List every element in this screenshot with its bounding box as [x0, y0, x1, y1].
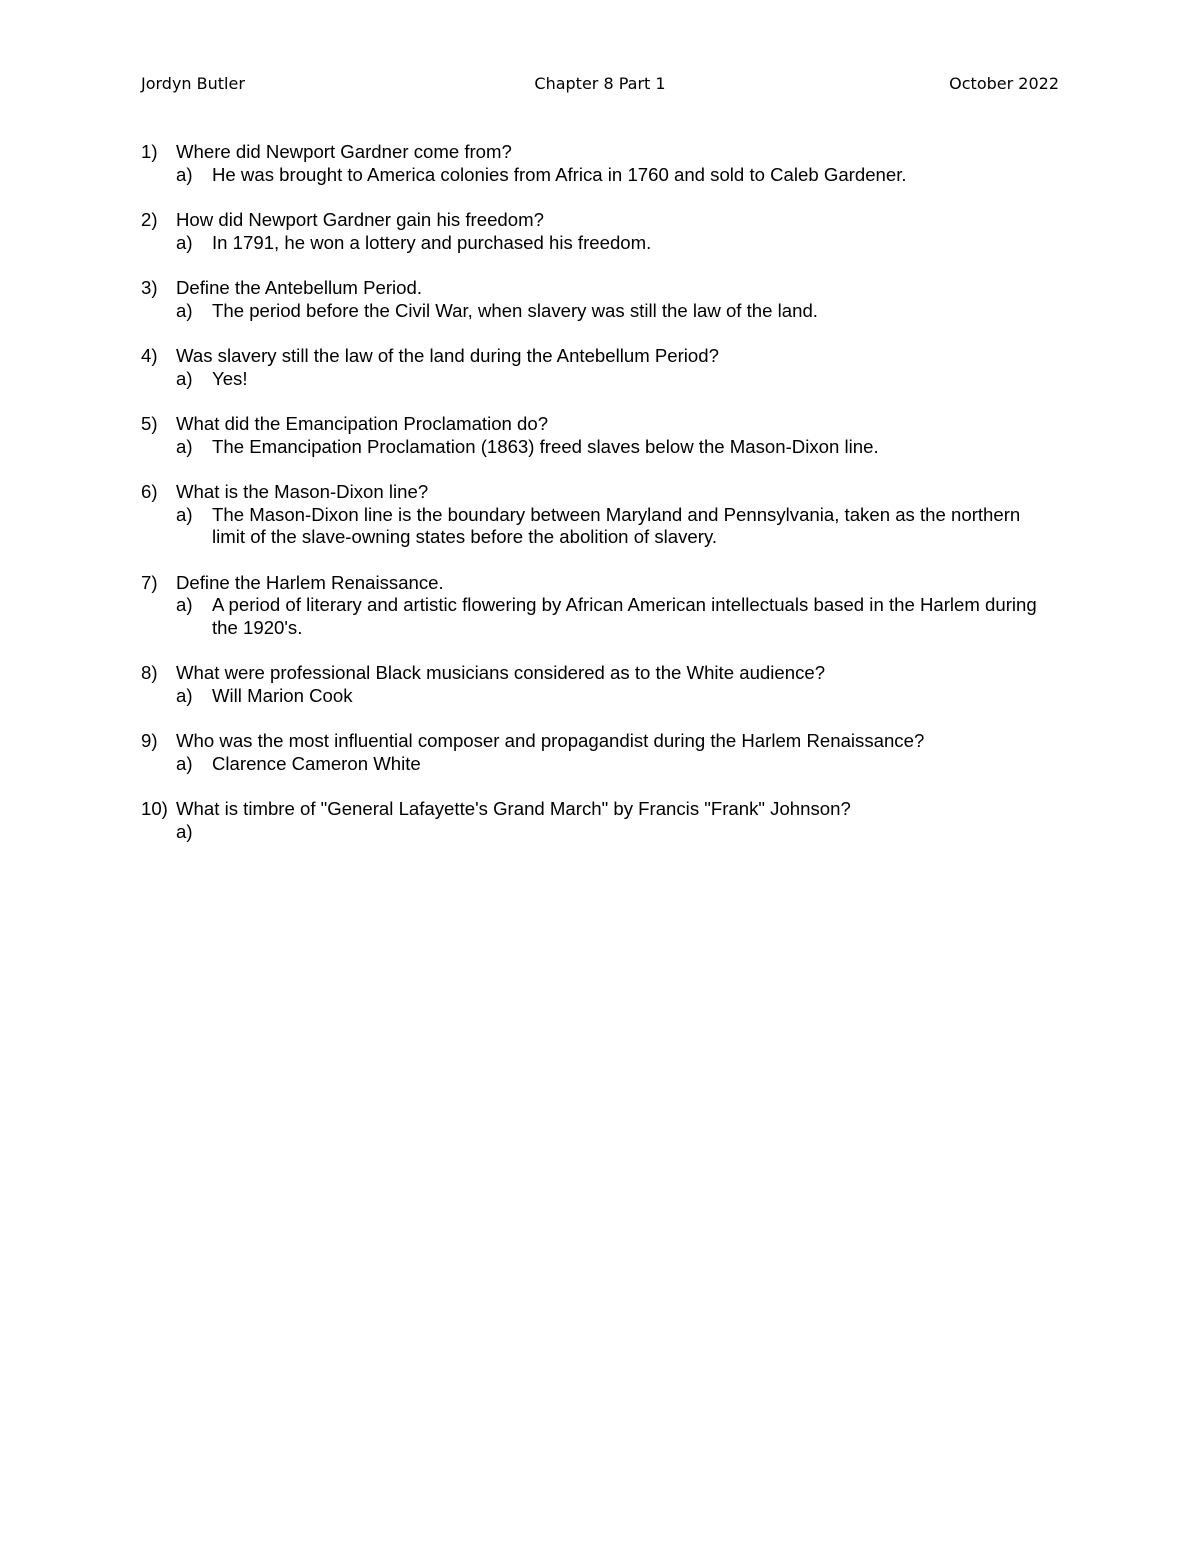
- question-item: [141, 662, 1041, 707]
- answer-text: Will Marion Cook: [212, 684, 353, 706]
- question-text: Where did Newport Gardner come from?: [176, 141, 512, 162]
- answer-item: [176, 594, 1041, 639]
- answer-item: [176, 300, 1041, 323]
- question-number: 10): [141, 798, 168, 819]
- question-item: [141, 345, 1041, 390]
- question-number: 1): [141, 141, 158, 162]
- answer-label: a): [176, 820, 193, 842]
- question-text: What did the Emancipation Proclamation do?: [176, 413, 549, 434]
- question-text: Define the Harlem Renaissance.: [176, 571, 444, 593]
- answer-text: Clarence Cameron White: [212, 752, 421, 774]
- answer-text: A period of literary and artistic flowering by African American intellectuals based in the Harlem during the 1920's.: [212, 594, 1037, 638]
- answer-label: a): [176, 684, 193, 706]
- answer-text: The period before the Civil War, when slavery was still the law of the land.: [212, 299, 818, 321]
- answer-label: a): [176, 752, 193, 774]
- answer-item: [176, 436, 1041, 459]
- question-item: [141, 209, 1041, 254]
- answer-label: a): [176, 231, 193, 253]
- question-text: Define the Antebellum Period.: [176, 277, 423, 298]
- question-number: 6): [141, 481, 158, 502]
- question-text: What is the Mason-Dixon line?: [176, 481, 429, 502]
- answer-text: The Mason-Dixon line is the boundary between Maryland and Pennsylvania, taken as the northern limit of the slave-owning states before the abolition of slavery.: [212, 503, 1021, 547]
- answer-item: [176, 753, 1041, 776]
- question-list: [141, 141, 1041, 844]
- answer-label: a): [176, 163, 193, 185]
- answer-label: a): [176, 435, 193, 457]
- question-text: What were professional Black musicians considered as to the White audience?: [176, 662, 826, 683]
- author-name: Jordyn Butler: [141, 74, 245, 93]
- answer-label: a): [176, 594, 193, 615]
- question-text: Who was the most influential composer and propagandist during the Harlem Renaissance?: [176, 730, 925, 751]
- document-date: October 2022: [949, 74, 1059, 93]
- question-item: [141, 730, 1041, 775]
- answer-item: [176, 368, 1041, 391]
- answer-item: [176, 164, 1041, 187]
- question-item: [141, 277, 1041, 322]
- question-number: 4): [141, 345, 158, 366]
- question-number: 8): [141, 662, 158, 683]
- answer-text: Yes!: [212, 367, 248, 389]
- question-number: 9): [141, 730, 158, 751]
- answer-label: a): [176, 503, 193, 525]
- page-header: [141, 74, 1059, 100]
- answer-label: a): [176, 367, 193, 389]
- answer-text: In 1791, he won a lottery and purchased his freedom.: [212, 231, 652, 253]
- question-item: [141, 798, 1041, 842]
- question-number: 3): [141, 277, 158, 298]
- answer-item: [176, 685, 1041, 708]
- question-item: [141, 572, 1041, 640]
- question-text: How did Newport Gardner gain his freedom?: [176, 209, 544, 230]
- document-title: Chapter 8 Part 1: [534, 74, 666, 93]
- answer-text: The Emancipation Proclamation (1863) freed slaves below the Mason-Dixon line.: [212, 435, 879, 457]
- question-number: 2): [141, 209, 158, 230]
- answer-label: a): [176, 299, 193, 321]
- question-text: What is timbre of "General Lafayette's Grand March" by Francis "Frank" Johnson?: [176, 798, 851, 819]
- answer-text: He was brought to America colonies from Africa in 1760 and sold to Caleb Gardener.: [212, 163, 907, 185]
- question-item: [141, 141, 1041, 186]
- answer-item: [176, 232, 1041, 255]
- question-text: Was slavery still the law of the land during the Antebellum Period?: [176, 345, 719, 366]
- question-item: [141, 413, 1041, 458]
- question-number: 5): [141, 413, 158, 434]
- question-number: 7): [141, 571, 158, 593]
- question-item: [141, 481, 1041, 549]
- answer-item: [176, 504, 1041, 549]
